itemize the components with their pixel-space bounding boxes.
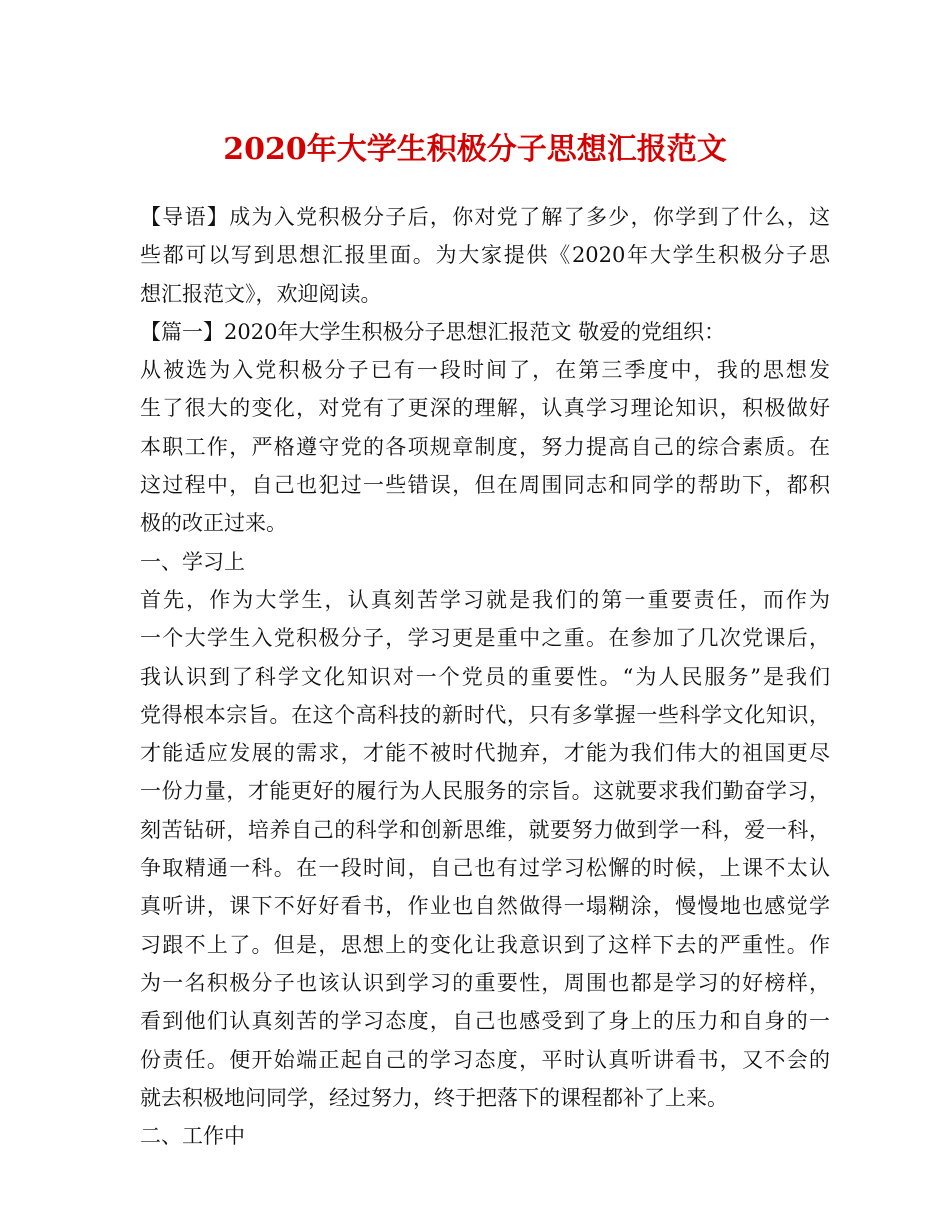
body-line: 想汇报范文》，欢迎阅读。 [140, 281, 382, 306]
document-body [140, 198, 830, 1155]
body-line: 习跟不上了。但是，思想上的变化让我意识到了这样下去的严重性。作 [140, 932, 830, 957]
body-line: 一个大学生入党积极分子，学习更是重中之重。在参加了几次党课后， [140, 626, 830, 651]
body-line: 本职工作，严格遵守党的各项规章制度，努力提高自己的综合素质。在 [140, 434, 830, 459]
body-line: 为一名积极分子也该认识到学习的重要性，周围也都是学习的好榜样， [140, 970, 830, 995]
body-line: 【导语】成为入党积极分子后，你对党了解了多少，你学到了什么，这 [140, 205, 830, 229]
body-line: 就去积极地问同学，经过努力，终于把落下的课程都补了上来。 [140, 1085, 728, 1110]
body-line: 极的改正过来。 [140, 511, 287, 536]
body-line: 这过程中，自己也犯过一些错误，但在周围同志和同学的帮助下，都积 [140, 473, 830, 498]
body-line: 份责任。便开始端正起自己的学习态度，平时认真听讲看书，又不会的 [140, 1047, 830, 1072]
section-heading: 二、工作中 [140, 1124, 245, 1149]
body-line: 些都可以写到思想汇报里面。为大家提供《2020年大学生积极分子思 [140, 243, 830, 268]
section-heading: 一、学习上 [140, 549, 245, 574]
body-line: 真听讲，课下不好好看书，作业也自然做得一塌糊涂，慢慢地也感觉学 [140, 894, 830, 919]
body-line: 首先，作为大学生，认真刻苦学习就是我们的第一重要责任，而作为 [140, 587, 830, 612]
body-line: 争取精通一科。在一段时间，自己也有过学习松懈的时候，上课不太认 [140, 856, 830, 881]
body-line: 看到他们认真刻苦的学习态度，自己也感受到了身上的压力和自身的一 [140, 1009, 830, 1034]
body-line: 刻苦钻研，培养自己的科学和创新思维，就要努力做到学一科，爱一科， [140, 817, 830, 842]
body-line: 我认识到了科学文化知识对一个党员的重要性。“为人民服务”是我们 [140, 664, 830, 689]
body-line: 党得根本宗旨。在这个高科技的新时代，只有多掌握一些科学文化知识， [140, 702, 830, 727]
document-title: 2020年大学生积极分子思想汇报范文 [223, 132, 727, 167]
body-line: 从被选为入党积极分子已有一段时间了，在第三季度中，我的思想发 [140, 358, 830, 383]
body-line: 【篇一】2020年大学生积极分子思想汇报范文 敬爱的党组织： [140, 319, 726, 344]
body-line: 才能适应发展的需求，才能不被时代抛弃，才能为我们伟大的祖国更尽 [140, 741, 830, 766]
body-line: 一份力量，才能更好的履行为人民服务的宗旨。这就要求我们勤奋学习， [140, 779, 830, 804]
body-line: 生了很大的变化，对党有了更深的理解，认真学习理论知识，积极做好 [140, 396, 830, 421]
